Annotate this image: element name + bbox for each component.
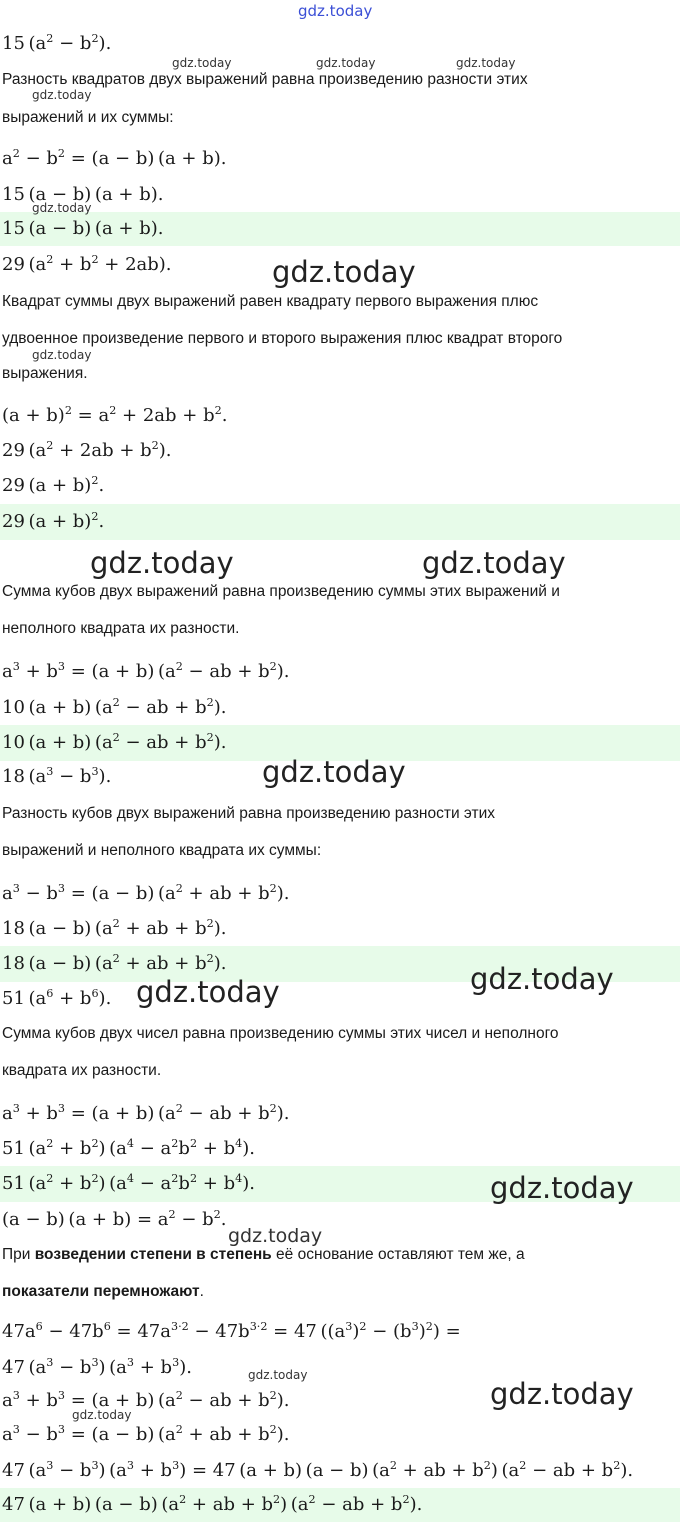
text-line: квадрата их разности. [2, 1062, 162, 1079]
math-line: $a^2 - b^2 = (a - b) (a + b)$. [2, 147, 227, 169]
watermark-small: gdz.today [32, 348, 92, 362]
math-line: (a − b) $(a + b) = a^2 - b^2$. [2, 1208, 227, 1230]
answer-line: 18 (a − b) ($a^2$ + ab + $b^2$). [0, 946, 680, 982]
math-line: 51 $(a^6 + b^6)$. [2, 987, 112, 1009]
math-line: 18 (a − b) ($a^2$ + ab + $b^2$). [2, 917, 227, 939]
math-line: 15 (a − b) (a + b). [2, 184, 164, 205]
math-line: 29 $(a^2 + b^2 + 2ab)$. [2, 253, 172, 275]
watermark-small: gdz.today [316, 56, 376, 70]
watermark-large: gdz.today [470, 962, 614, 996]
math-line: $a^3 + b^3 = (a + b) (a^2$ − ab + $b^2$). [2, 660, 290, 682]
watermark-small: gdz.today [32, 88, 92, 102]
text-line: Сумма кубов двух выражений равна произведению суммы этих выражений и [2, 583, 560, 600]
text-line: удвоенное произведение первого и второго выражения плюс квадрат второго [2, 330, 563, 347]
text-line: выражений и неполного квадрата их суммы: [2, 842, 322, 859]
text-line: Квадрат суммы двух выражений равен квадрату первого выражения плюс [2, 293, 539, 310]
text-line: показатели перемножают. [2, 1283, 204, 1300]
math-line: $(a + b)^2 = a^2 + 2ab + b^2$. [2, 404, 228, 426]
text-line: Сумма кубов двух чисел равна произведению суммы этих чисел и неполного [2, 1025, 559, 1042]
math-line: 15 $(a^2 - b^2)$. [2, 32, 112, 54]
text-line: выражений и их суммы: [2, 109, 174, 126]
math-line: 10 (a + b) ($a^2$ − ab + $b^2$). [2, 696, 227, 718]
watermark-large: gdz.today [136, 975, 280, 1009]
watermark-large: gdz.today [272, 255, 416, 289]
answer-line: 10 (a + b) ($a^2$ − ab + $b^2$). [0, 725, 680, 761]
math-line: 18 $(a^3 - b^3)$. [2, 765, 112, 787]
math-line: $a^3 + b^3 = (a + b) (a^2$ − ab + $b^2$). [2, 1389, 290, 1411]
watermark-small: gdz.today [172, 56, 232, 70]
text-line: неполного квадрата их разности. [2, 620, 240, 637]
watermark-large: gdz.today [490, 1377, 634, 1411]
math-line: $a^3 - b^3 = (a - b) (a^2$ + ab + $b^2$). [2, 882, 290, 904]
watermark-small: gdz.today [456, 56, 516, 70]
text-line: При возведении степени в степень её основание оставляют тем же, а [2, 1246, 525, 1263]
watermark-large: gdz.today [262, 755, 406, 789]
answer-line: 47 (a + b) (a − b) ($a^2$ + ab + $b^2$) ($a^2$ − ab + $b^2$). [0, 1488, 680, 1522]
watermark-medium: gdz.today [228, 1225, 323, 1247]
text-line: выражения. [2, 365, 88, 382]
watermark-large: gdz.today [90, 546, 234, 580]
math-line: 47 $(a^3 - b^3) (a^3 + b^3)$. [2, 1356, 192, 1378]
answer-line: 15 (a − b) (a + b). [0, 212, 680, 246]
watermark-large: gdz.today [422, 546, 566, 580]
math-line: 29 $(a^2 + 2ab + b^2)$. [2, 439, 172, 461]
answer-line: 29 $(a + b)^2$. [0, 504, 680, 540]
text-line: Разность квадратов двух выражений равна произведению разности этих [2, 71, 528, 88]
math-line: $47a^6 - 47b^6 = 47a^{3\cdot 2} - 47b^{3\cdot 2} = 47$ $((a^3)^2 - (b^3)^2)$ = [2, 1320, 461, 1342]
watermark-small: gdz.today [32, 201, 92, 215]
answer-line: 51 $(a^2 + b^2) (a^4 - a^2b^2 + b^4)$. [0, 1166, 680, 1202]
watermark-large: gdz.today [490, 1171, 634, 1205]
math-line: 47 $(a^3 - b^3) (a^3 + b^3) = 47$ (a + b) (a − b) ($a^2$ + ab + $b^2$) ($a^2$ − ab + $b^2$). [2, 1459, 634, 1481]
math-line: $a^3 + b^3 = (a + b) (a^2$ − ab + $b^2$). [2, 1102, 290, 1124]
math-line: 51 $(a^2 + b^2) (a^4 - a^2b^2 + b^4)$. [2, 1137, 255, 1159]
watermark-small: gdz.today [248, 1368, 308, 1382]
watermark-small: gdz.today [72, 1408, 132, 1422]
text-line: Разность кубов двух выражений равна произведению разности этих [2, 805, 495, 822]
math-line: 29 $(a + b)^2$. [2, 474, 105, 496]
watermark-top: gdz.today [298, 2, 373, 20]
math-line: $a^3 - b^3 = (a - b) (a^2$ + ab + $b^2$). [2, 1423, 290, 1445]
